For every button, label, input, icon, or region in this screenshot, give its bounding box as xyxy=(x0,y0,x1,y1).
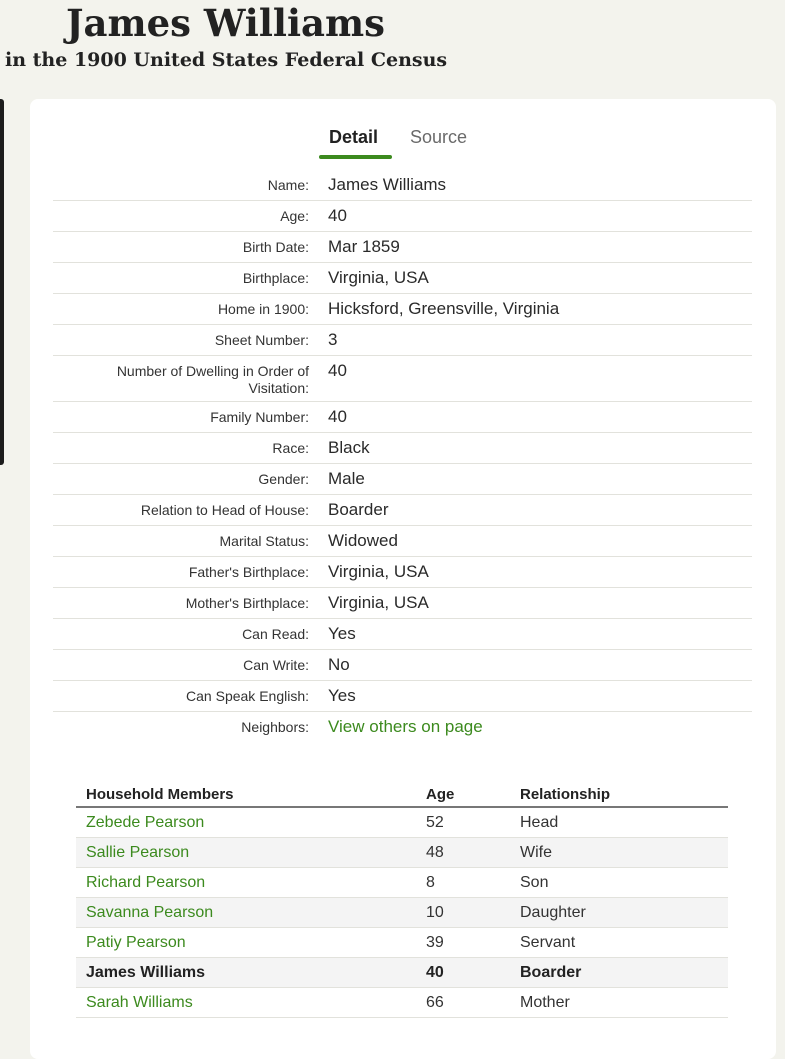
detail-value: 40 xyxy=(328,206,347,225)
detail-label: Birth Date: xyxy=(242,239,309,255)
detail-label: Sheet Number: xyxy=(214,332,309,348)
detail-row-family-number xyxy=(53,402,752,433)
member-age: 39 xyxy=(416,928,510,958)
detail-value: Black xyxy=(328,438,370,457)
detail-row-birthplace xyxy=(53,263,752,294)
page-title: James Williams xyxy=(66,1,385,45)
detail-row-birth-date xyxy=(53,232,752,263)
detail-label: Marital Status: xyxy=(219,533,309,549)
detail-value: No xyxy=(328,655,350,674)
detail-label: Birthplace: xyxy=(242,270,309,286)
table-row-current-person xyxy=(76,958,728,988)
detail-row-mother-birthplace xyxy=(53,588,752,619)
detail-label: Name: xyxy=(267,177,309,193)
detail-value: James Williams xyxy=(328,175,447,194)
record-card xyxy=(30,99,776,1059)
detail-label: Can Write: xyxy=(243,657,309,673)
detail-row-relation xyxy=(53,495,752,526)
member-name: James Williams xyxy=(76,958,416,988)
member-name-link[interactable]: Patiy Pearson xyxy=(76,928,416,958)
member-relationship: Head xyxy=(510,807,728,838)
detail-label: Age: xyxy=(280,208,309,224)
detail-row-sheet-number xyxy=(53,325,752,356)
detail-row-marital-status xyxy=(53,526,752,557)
detail-label: Can Read: xyxy=(242,626,309,642)
member-name-link[interactable]: Zebede Pearson xyxy=(76,807,416,838)
detail-row-home xyxy=(53,294,752,325)
tab-detail[interactable]: Detail xyxy=(329,127,379,147)
detail-value: 40 xyxy=(328,407,347,426)
table-row xyxy=(76,868,728,898)
detail-row-dwelling-number xyxy=(53,356,752,402)
member-age: 10 xyxy=(416,898,510,928)
detail-row-neighbors xyxy=(53,712,752,743)
detail-label: Family Number: xyxy=(210,409,309,425)
table-row xyxy=(76,898,728,928)
page-subtitle: in the 1900 United States Federal Census xyxy=(5,49,448,71)
tab-source[interactable]: Source xyxy=(410,127,468,147)
detail-value: Virginia, USA xyxy=(328,268,429,287)
detail-value: Widowed xyxy=(328,531,398,550)
detail-value: Yes xyxy=(328,686,356,705)
detail-label: Can Speak English: xyxy=(186,688,309,704)
active-tab-indicator xyxy=(319,155,392,159)
member-age: 66 xyxy=(416,988,510,1018)
detail-label: Father's Birthplace: xyxy=(188,564,309,580)
member-age: 48 xyxy=(416,838,510,868)
detail-value: 40 xyxy=(328,361,347,380)
table-row xyxy=(76,838,728,868)
table-row xyxy=(76,928,728,958)
view-neighbors-link[interactable]: View others on page xyxy=(328,717,483,736)
detail-row-can-speak-english xyxy=(53,681,752,712)
column-header-relationship: Relationship xyxy=(510,774,728,807)
member-relationship: Servant xyxy=(510,928,728,958)
detail-row-can-read xyxy=(53,619,752,650)
detail-list xyxy=(53,170,752,743)
member-name-link[interactable]: Sarah Williams xyxy=(76,988,416,1018)
member-relationship: Wife xyxy=(510,838,728,868)
detail-label: Home in 1900: xyxy=(217,301,309,317)
member-relationship: Mother xyxy=(510,988,728,1018)
table-row xyxy=(76,807,728,838)
table-row xyxy=(76,988,728,1018)
member-name-link[interactable]: Richard Pearson xyxy=(76,868,416,898)
detail-row-gender xyxy=(53,464,752,495)
detail-value: Male xyxy=(328,469,365,488)
household-members-table xyxy=(76,774,728,1018)
detail-value: Mar 1859 xyxy=(328,237,400,256)
column-header-members: Household Members xyxy=(76,774,416,807)
detail-value: 3 xyxy=(328,330,338,349)
member-age: 52 xyxy=(416,807,510,838)
member-name-link[interactable]: Savanna Pearson xyxy=(76,898,416,928)
detail-label: Neighbors: xyxy=(241,719,309,735)
detail-value: Virginia, USA xyxy=(328,562,429,581)
detail-row-father-birthplace xyxy=(53,557,752,588)
member-age: 40 xyxy=(416,958,510,988)
detail-row-name xyxy=(53,170,752,201)
member-relationship: Daughter xyxy=(510,898,728,928)
detail-label: Gender: xyxy=(258,471,309,487)
detail-row-can-write xyxy=(53,650,752,681)
member-name-link[interactable]: Sallie Pearson xyxy=(76,838,416,868)
detail-label: Mother's Birthplace: xyxy=(185,595,309,611)
member-age: 8 xyxy=(416,868,510,898)
detail-row-race xyxy=(53,433,752,464)
detail-label: Race: xyxy=(272,440,309,456)
member-relationship: Boarder xyxy=(510,958,728,988)
column-header-age: Age xyxy=(416,774,510,807)
detail-value: Hicksford, Greensville, Virginia xyxy=(328,299,560,318)
detail-value: Virginia, USA xyxy=(328,593,429,612)
detail-value: Boarder xyxy=(328,500,389,519)
detail-value: Yes xyxy=(328,624,356,643)
side-panel-edge xyxy=(0,99,4,465)
detail-row-age xyxy=(53,201,752,232)
detail-label: Relation to Head of House: xyxy=(140,502,309,518)
detail-label: Number of Dwelling in Order of Visitation: xyxy=(116,363,309,396)
table-header-row xyxy=(76,774,728,807)
member-relationship: Son xyxy=(510,868,728,898)
